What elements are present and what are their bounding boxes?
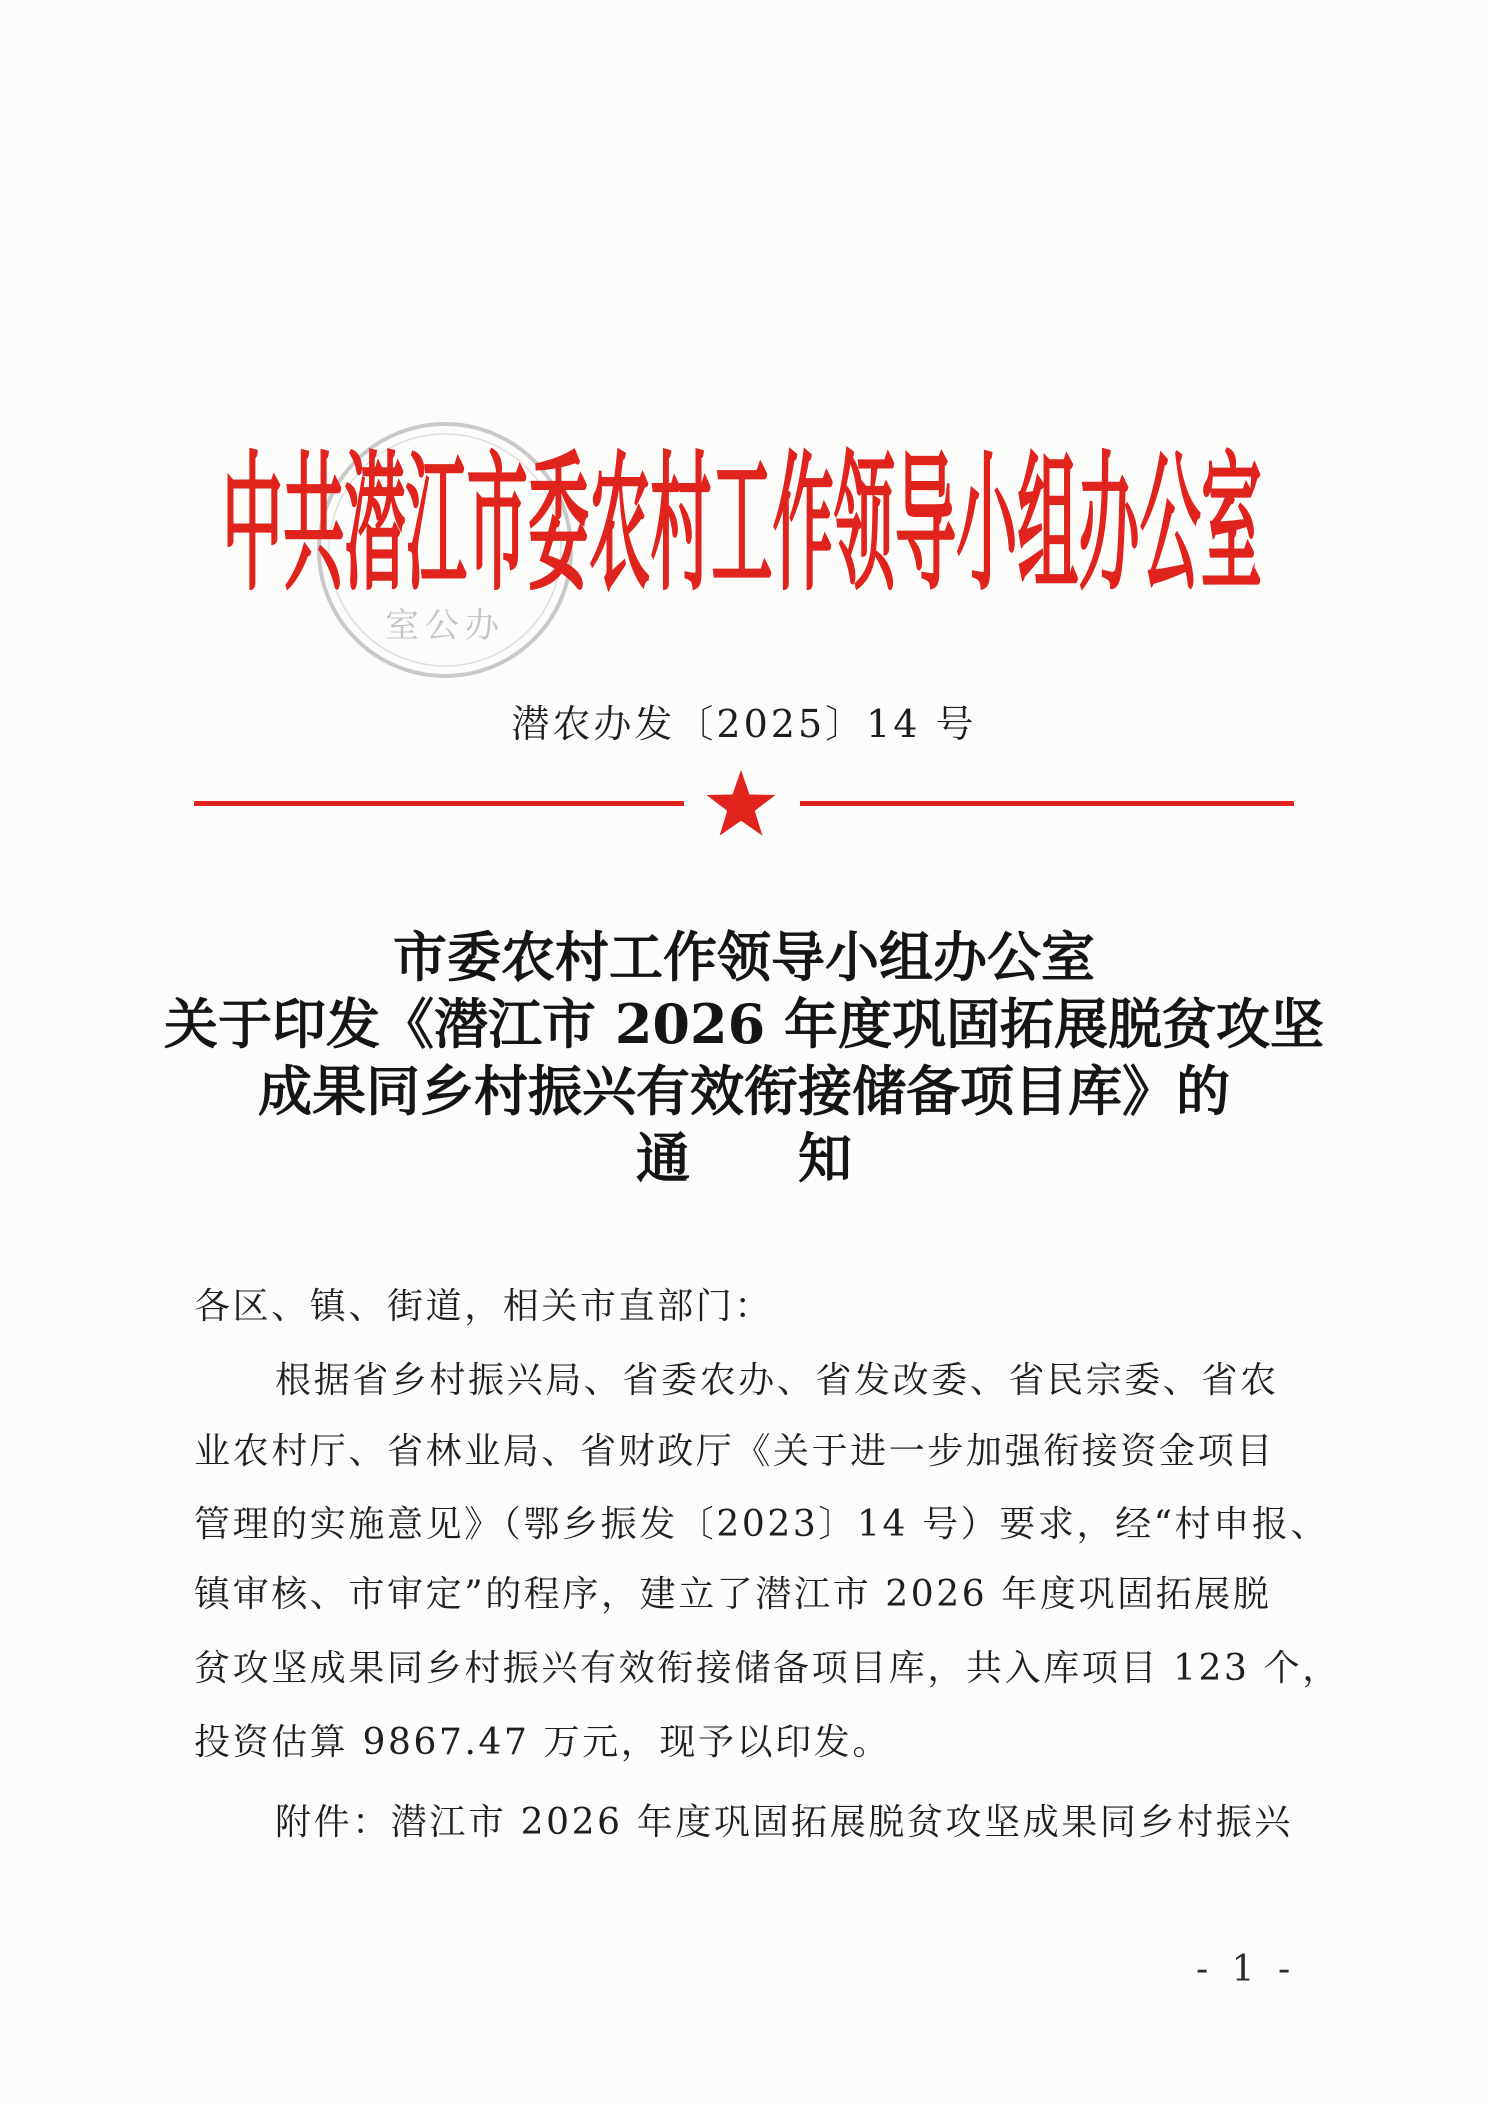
body-line: 业农村厅、省林业局、省财政厅《关于进一步加强衔接资金项目 [194,1431,1275,1472]
body-line: 投资估算 9867.47 万元，现予以印发。 [194,1722,891,1763]
title-line: 市委农村工作领导小组办公室 [393,925,1095,989]
body-line: 贫攻坚成果同乡村振兴有效衔接储备项目库，共入库项目 123 个， [194,1648,1341,1689]
masthead-title: 中共潜江市委农村工作领导小组办公室 [222,436,1262,602]
title-line: 成果同乡村振兴有效衔接储备项目库》的 [258,1059,1230,1123]
document-title [0,924,1488,1192]
red-divider [0,764,1488,844]
salutation: 各区、镇、街道，相关市直部门： [194,1286,774,1327]
body-line: 镇审核、市审定”的程序，建立了潜江市 2026 年度巩固拓展脱 [194,1574,1272,1615]
title-line: 通 知 [636,1126,852,1190]
body-line: 管理的实施意见》（鄂乡振发〔2023〕14 号）要求，经“村申报、 [194,1504,1330,1545]
attachment-line: 附件：潜江市 2026 年度巩固拓展脱贫攻坚成果同乡村振兴 [275,1802,1293,1843]
red-rule-left [194,801,684,806]
document-number: 潜农办发〔2025〕14 号 [511,702,977,746]
red-rule-right [800,801,1294,806]
masthead [0,430,1488,602]
red-star-icon [707,770,776,836]
title-line: 关于印发《潜江市 2026 年度巩固拓展脱贫攻坚 [164,992,1324,1056]
seal-text: 室公办 [385,606,505,646]
page-number: - 1 - [1196,1949,1297,1990]
body-line: 根据省乡村振兴局、省委农办、省发改委、省民宗委、省农 [275,1360,1279,1401]
